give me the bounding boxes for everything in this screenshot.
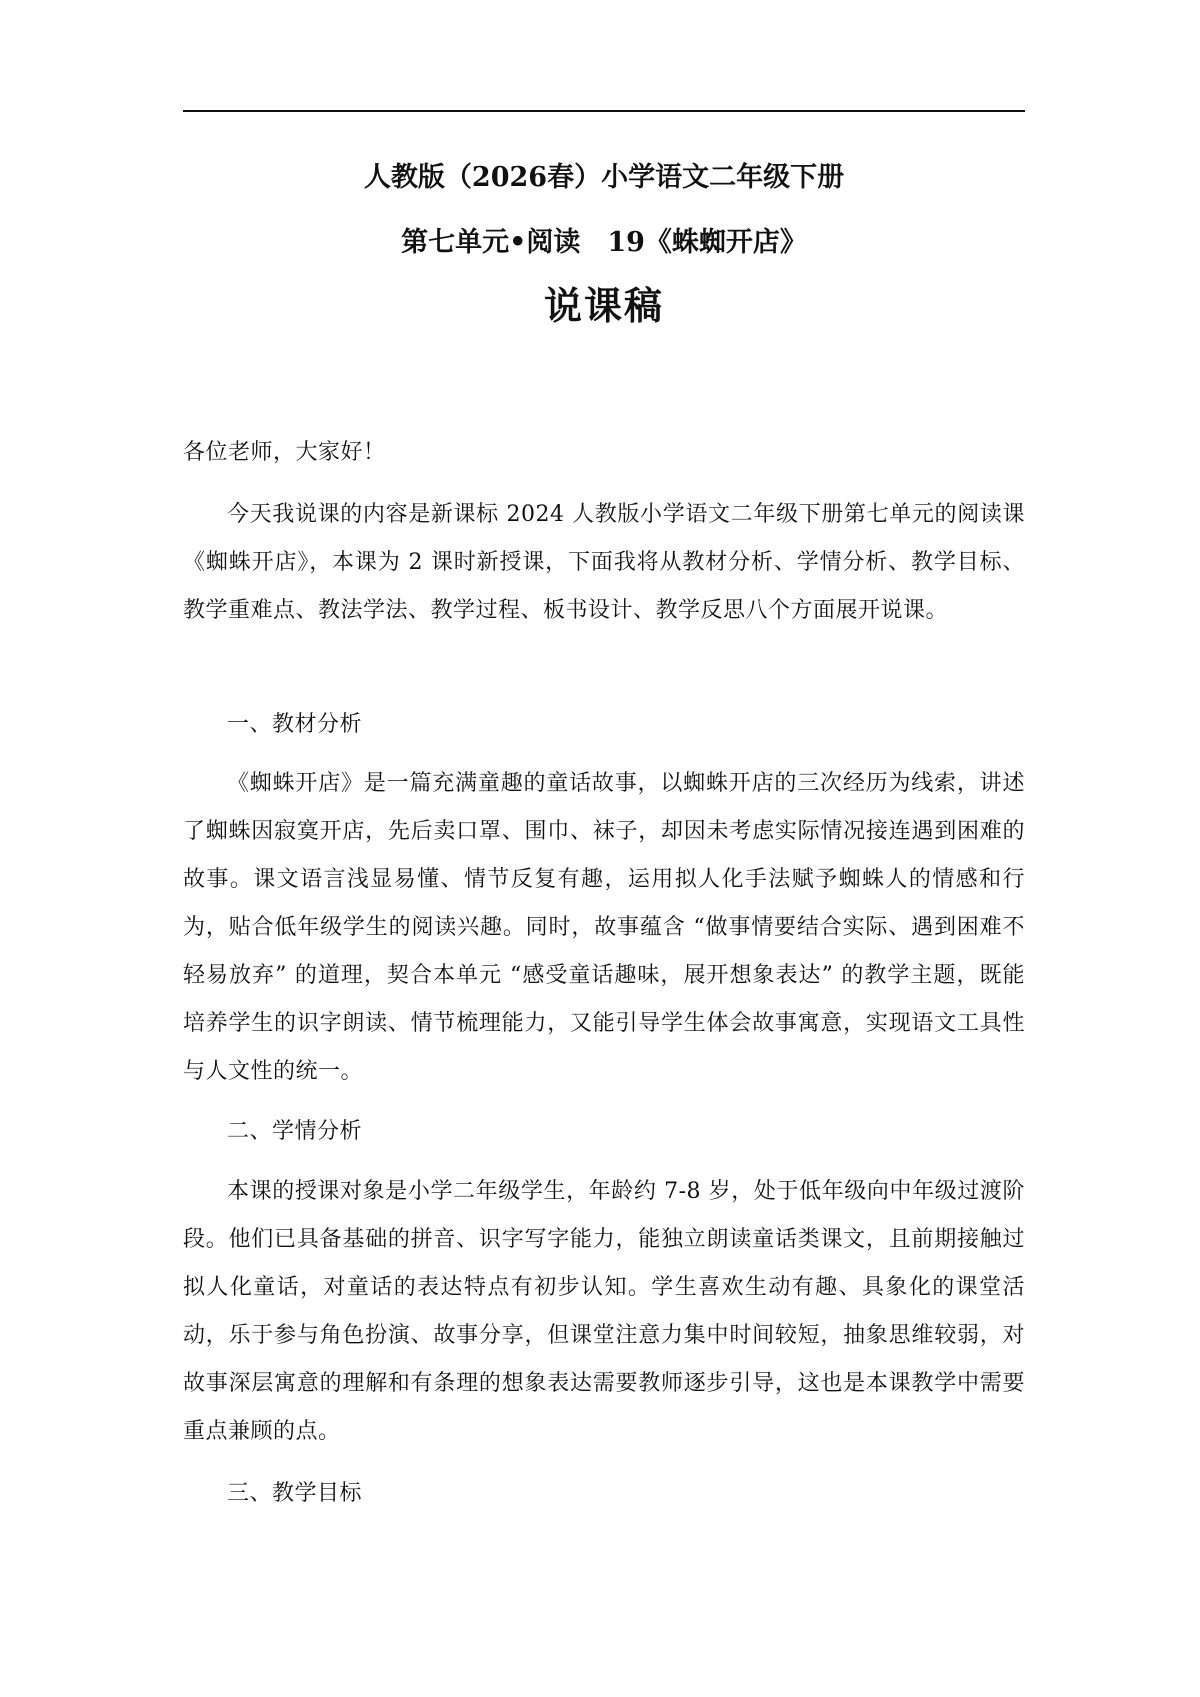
section-heading-student-analysis: 二、学情分析 — [227, 1119, 363, 1144]
intro-paragraph: 今天我说课的内容是新课标 2024 人教版小学语文二年级下册第七单元的阅读课《蜘蛛开店》，本课为 2 课时新授课，下面我将从教材分析、学情分析、教学目标、教学重难点、教法学法、教学过程、板书设计、教学反思八个方面展开说课。 — [183, 502, 1025, 623]
header-rule — [183, 110, 1025, 112]
document-subtitle-lesson: 第七单元•阅读 19《蛛蜘开店》 — [401, 227, 807, 258]
document-subtitle-textbook: 人教版（2026春）小学语文二年级下册 — [363, 162, 845, 193]
textbook-analysis-paragraph: 《蜘蛛开店》是一篇充满童趣的童话故事，以蜘蛛开店的三次经历为线索，讲述了蜘蛛因寂寞开店，先后卖口罩、围巾、袜子，却因未考虑实际情况接连遇到困难的故事。课文语言浅显易懂、情节反复有趣，运用拟人化手法赋予蜘蛛人的情感和行为，贴合低年级学生的阅读兴趣。同时，故事蕴含 “做事情要结合实际、遇到困难不轻易放弃” 的道理，契合本单元 “感受童话趣味，展开想象表达” 的教学主题，既能培养学生的识字朗读、情节梳理能力，又能引导学生体会故事寓意，实现语文工具性与人文性的统一。 — [183, 771, 1025, 1084]
section-heading-teaching-goals: 三、教学目标 — [227, 1481, 363, 1506]
section-heading-textbook-analysis: 一、教材分析 — [227, 712, 363, 737]
student-analysis-paragraph: 本课的授课对象是小学二年级学生，年龄约 7-8 岁，处于低年级向中年级过渡阶段。他们已具备基础的拼音、识字写字能力，能独立朗读童话类课文，且前期接触过拟人化童话，对童话的表达特点有初步认知。学生喜欢生动有趣、具象化的课堂活动，乐于参与角色扮演、故事分享，但课堂注意力集中时间较短，抽象思维较弱，对故事深层寓意的理解和有条理的想象表达需要教师逐步引导，这也是本课教学中需要重点兼顾的点。 — [183, 1179, 1025, 1444]
document-title: 说课稿 — [543, 283, 664, 328]
greeting-text: 各位老师，大家好！ — [183, 440, 386, 465]
